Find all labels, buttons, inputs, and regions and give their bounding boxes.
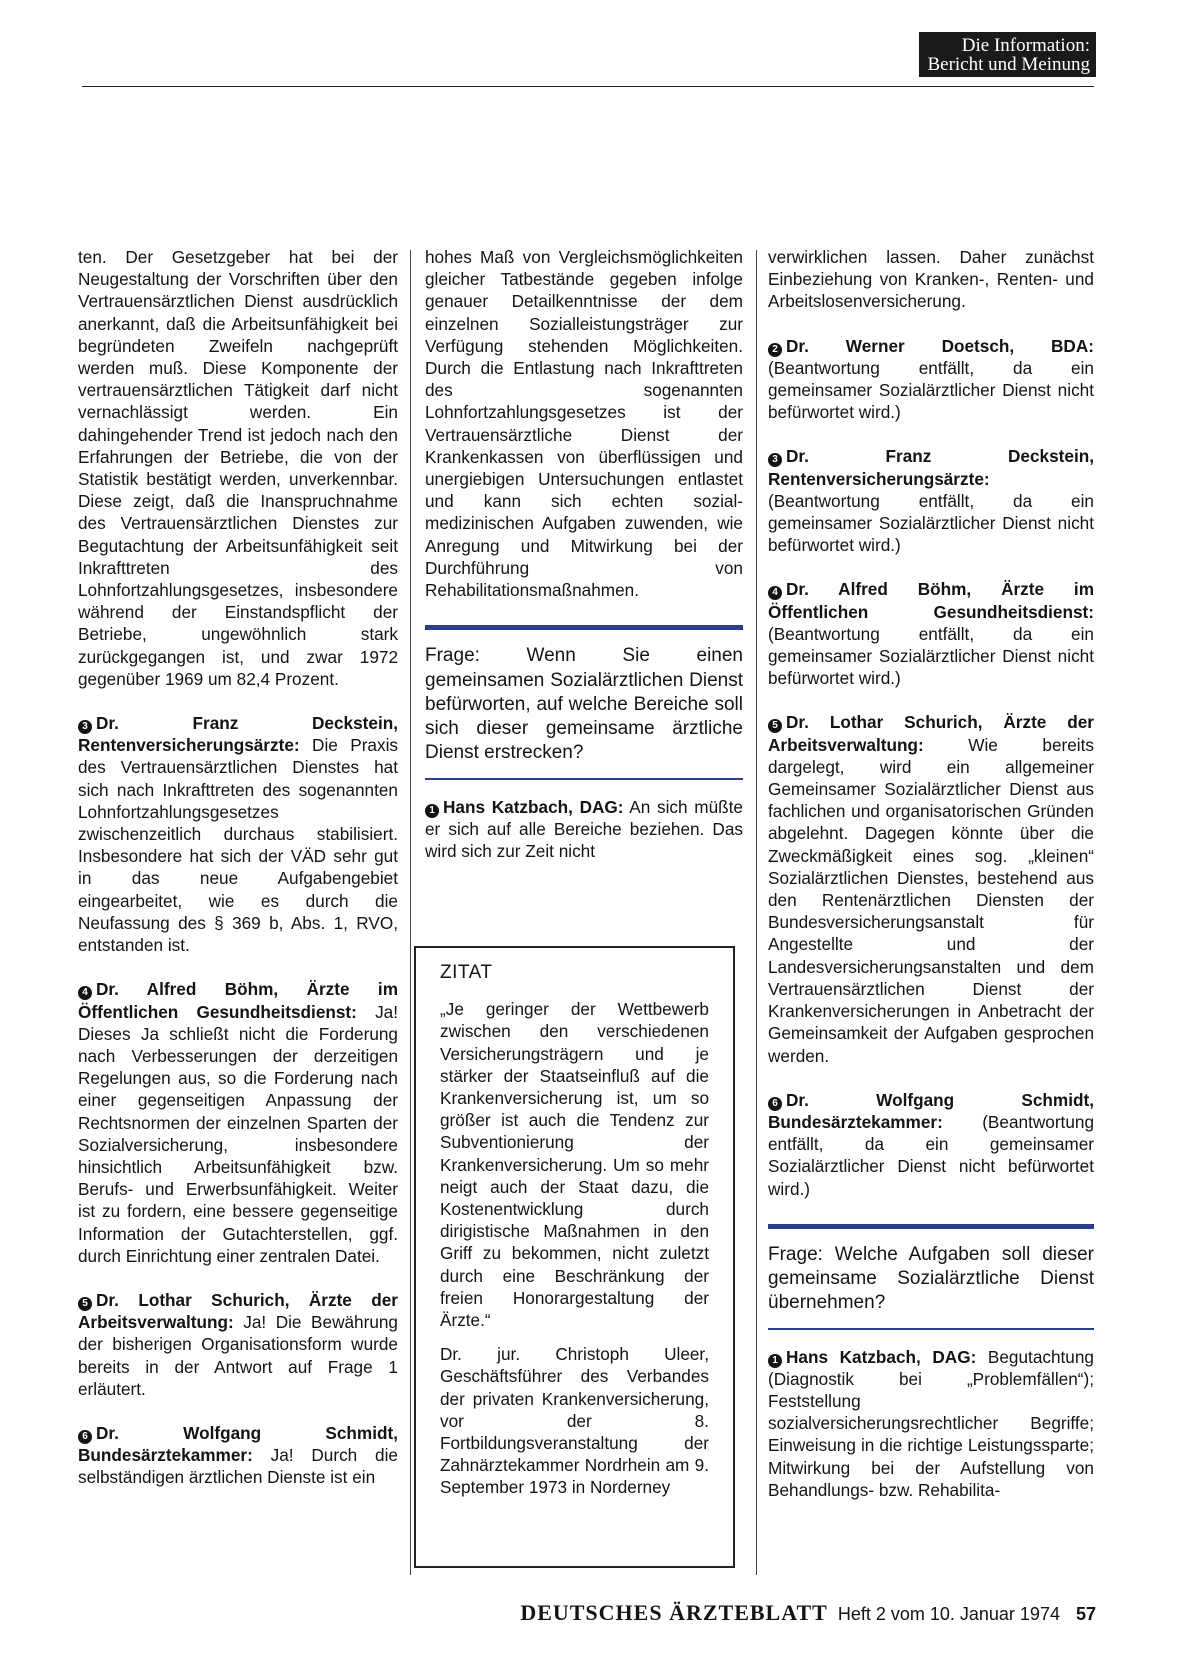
respondent-name: Dr. Lothar Schurich, Ärzte der Arbeitsverwaltung: xyxy=(78,1289,398,1333)
answer-text: (Beantwortung entfällt, da ein gemeinsamer Sozialärztlicher Dienst nicht befürwortet wird.) xyxy=(768,1111,1094,1199)
paragraph: hohes Maß von Vergleichsmöglichkeiten gleicher Tatbestände gegeben infolge genauer Detailkenntnisse der dem einzelnen Sozialleistungsträger zur Verfügung stehenden Möglichkeiten. Durch die Entlastung nach Inkrafttreten des sogenannten Lohnfortzahlungsgesetzes ist der Vertrauensärztliche Dienst der Krankenkassen von überflüssigen und unergiebigen Untersuchungen entlastet und kann sich echten sozial-medizinischen Aufgaben zuwenden, wie Anregung und Mitwirkung bei der Durchführung von Rehabilitationsmaßnahmen. xyxy=(425,247,743,601)
question-rule-bottom xyxy=(768,1328,1094,1330)
respondent-name: Dr. Franz Deckstein, Rentenversicherungsärzte: xyxy=(768,446,1094,489)
answer-number-badge: 5 xyxy=(78,1297,92,1311)
answer-text: Die Praxis des Vertrauensärztlichen Dienstes hat sich nach Inkrafttreten des sogenannten Lohnfortzahlungsgesetzes zwischenzeitlich durchaus stabilisiert. Insbesondere hat sich der VÄD sehr gut in das neue Aufgabengebiet eingearbeitet, wie es durch die Neufassung des § 369 b, Abs. 1, RVO, entstanden ist. xyxy=(78,735,398,956)
question-rule-top xyxy=(768,1224,1094,1229)
respondent-name: Hans Katzbach, DAG: xyxy=(443,796,624,817)
quote-box xyxy=(414,946,735,1568)
question-text: Frage: Welche Aufgaben soll dieser gemeinsame Sozialärztliche Dienst übernehmen? xyxy=(768,1243,1094,1314)
answer-text: (Beantwortung entfällt, da ein gemeinsamer Sozialärztlicher Dienst nicht befürwortet wird.) xyxy=(768,490,1094,556)
answer-3 xyxy=(78,712,398,956)
answer-1 xyxy=(425,796,743,863)
page-footer xyxy=(520,1600,1096,1626)
answer-number-badge: 6 xyxy=(78,1430,92,1444)
question-rule-top xyxy=(425,625,743,630)
answer-number-badge: 1 xyxy=(425,804,439,818)
answer-5 xyxy=(78,1289,398,1400)
answer-5 xyxy=(768,711,1094,1066)
answer-6 xyxy=(78,1422,398,1489)
journal-name: DEUTSCHES ÄRZTEBLATT xyxy=(520,1600,828,1625)
answer-number-badge: 1 xyxy=(768,1354,782,1368)
answer-text: An sich müßte er sich auf alle Bereiche beziehen. Das wird sich zur Zeit nicht xyxy=(425,796,743,862)
respondent-name: Hans Katzbach, DAG: xyxy=(786,1346,977,1367)
answer-number-badge: 4 xyxy=(768,586,782,600)
respondent-name: Dr. Werner Doetsch, BDA: xyxy=(786,335,1094,356)
issue-info: Heft 2 vom 10. Januar 1974 xyxy=(837,1604,1060,1624)
column-3 xyxy=(768,246,1094,1501)
answer-number-badge: 5 xyxy=(768,719,782,733)
page-number: 57 xyxy=(1075,1604,1096,1624)
column-1 xyxy=(78,246,398,1489)
question-rule-bottom xyxy=(425,778,743,780)
header-rule xyxy=(82,86,1094,87)
column-divider xyxy=(410,250,411,1575)
answer-text: Begutachtung (Diagnostik bei „Problemfällen“); Feststellung sozialversicherungsrechtlicher Begriffe; Einweisung in die richtige Leistungssparte; Mitwirkung bei der Aufstellung von Behandlungs- bzw. Rehabilita- xyxy=(768,1346,1094,1500)
answer-2 xyxy=(768,335,1094,424)
answer-text: Ja! Durch die selbständigen ärztlichen Dienste ist ein xyxy=(78,1445,398,1488)
paragraph: verwirklichen lassen. Daher zunächst Einbeziehung von Kranken-, Renten- und Arbeitslosenversicherung. xyxy=(768,247,1094,312)
respondent-name: Dr. Franz Deckstein, Rentenversicherungsärzte: xyxy=(78,713,398,756)
answer-number-badge: 3 xyxy=(78,720,92,734)
quote-source: Dr. jur. Christoph Uleer, Geschäftsführer des Verbandes der privaten Krankenversicherung, vor der 8. Fortbildungsveranstaltung der Zahnärztekammer Nordrhein am 9. September 1973 in Norderney xyxy=(440,1344,709,1498)
respondent-name: Dr. Lothar Schurich, Ärzte der Arbeitsverwaltung: xyxy=(768,712,1094,755)
answer-3 xyxy=(768,445,1094,556)
answer-text: Ja! Dieses Ja schließt nicht die Forderung nach Verbesserungen der derzeitigen Regelungen aus, so die Forderung nach einer gegenseitigen Anpassung der Rechtsnormen der einzelnen Sparten der Sozialversicherung, insbesondere hinsichtlich Arbeitsunfähigkeit bzw. Berufs- und Erwerbsunfähigkeit. Weiter ist zu fordern, eine bessere gegenseitige Information der Gutachterstellen, ggf. durch Einrichtung einer zentralen Datei. xyxy=(78,1001,398,1266)
answer-4 xyxy=(78,978,398,1267)
answer-number-badge: 3 xyxy=(768,453,782,467)
answer-number-badge: 4 xyxy=(78,986,92,1000)
paragraph: ten. Der Gesetzgeber hat bei der Neugestaltung der Vorschriften über den Vertrauensärztlichen Dienst ausdrücklich anerkannt, daß die Arbeitsunfähigkeit bei begründeten Zweifeln nachgeprüft werden muß. Diese Komponente der vertrauensärztlichen Tätigkeit darf nicht vernachlässigt werden. Ein dahingehender Trend ist jedoch nach den Erfahrungen der Betriebe, die von der Statistik bestätigt werden, unverkennbar. Diese zeigt, daß die Inanspruchnahme des Vertrauensärztlichen Dienstes zur Begutachtung der Arbeitsunfähigkeit seit Inkrafttreten des Lohnfortzahlungsgesetzes, insbesondere während der Einstandspflicht der Betriebe, ungewöhnlich stark zurückgegangen ist, und zwar 1972 gegenüber 1969 um 82,4 Prozent. xyxy=(78,247,398,689)
answer-number-badge: 6 xyxy=(768,1097,782,1111)
answer-number-badge: 2 xyxy=(768,343,782,357)
respondent-name: Dr. Alfred Böhm, Ärzte im Öffentlichen Gesundheitsdienst: xyxy=(78,979,398,1022)
section-label-line2: Bericht und Meinung xyxy=(927,54,1090,75)
answer-4 xyxy=(768,578,1094,689)
quote-text: „Je geringer der Wettbewerb zwischen den verschiedenen Versicherungsträgern und je stärker der Staatseinfluß auf die Krankenversicherung ist, um so größer ist auch die Tendenz zur Subventionierung der Krankenversicherung. Um so mehr neigt auch der Staat dazu, die Kostenentwicklung durch dirigistische Maßnahmen in den Griff zu bekommen, nicht zuletzt durch eine Beschränkung der freien Honorargestaltung der Ärzte.“ xyxy=(440,999,709,1331)
section-label xyxy=(919,32,1096,77)
column-2 xyxy=(425,246,743,862)
answer-text: Ja! Die Bewährung der bisherigen Organisationsform wurde bereits in der Antwort auf Frage 1 erläutert. xyxy=(78,1312,398,1399)
column-divider xyxy=(756,250,757,1575)
answer-text: Wie bereits dargelegt, wird ein allgemeiner Gemeinsamer Sozialärztlicher Dienst aus fachlichen und organisatorischen Gründen abgelehnt. Dagegen könnte über die Zweckmäßigkeit eines sog. „kleinen“ Sozialärztlichen Dienstes, bestehend aus den Rentenärztlichen Diensten der Bundesversicherungsanstalt für Angestellte und der Landesversicherungsanstalten und dem Vertrauensärztlichen Dienst der Krankenversicherungen in Anbetracht der Gemeinsamkeit der Aufgaben gesprochen werden. xyxy=(768,734,1094,1066)
respondent-name: Dr. Wolfgang Schmidt, Bundesärztekammer: xyxy=(78,1422,398,1466)
section-label-line1: Die Information: xyxy=(961,35,1090,56)
answer-text: (Beantwortung entfällt, da ein gemeinsamer Sozialärztlicher Dienst nicht befürwortet wird.) xyxy=(768,357,1094,423)
respondent-name: Dr. Alfred Böhm, Ärzte im Öffentlichen Gesundheitsdienst: xyxy=(768,579,1094,622)
answer-1 xyxy=(768,1346,1094,1501)
quote-box-title: ZITAT xyxy=(440,962,493,983)
question-text: Frage: Wenn Sie einen gemeinsamen Sozialärztlichen Dienst befürworten, auf welche Bereiche soll sich dieser gemeinsame ärztliche Dienst erstrecken? xyxy=(425,645,743,764)
respondent-name: Dr. Wolfgang Schmidt, Bundesärztekammer: xyxy=(768,1089,1094,1132)
answer-6 xyxy=(768,1089,1094,1200)
answer-text: (Beantwortung entfällt, da ein gemeinsamer Sozialärztlicher Dienst nicht befürwortet wird.) xyxy=(768,623,1094,689)
